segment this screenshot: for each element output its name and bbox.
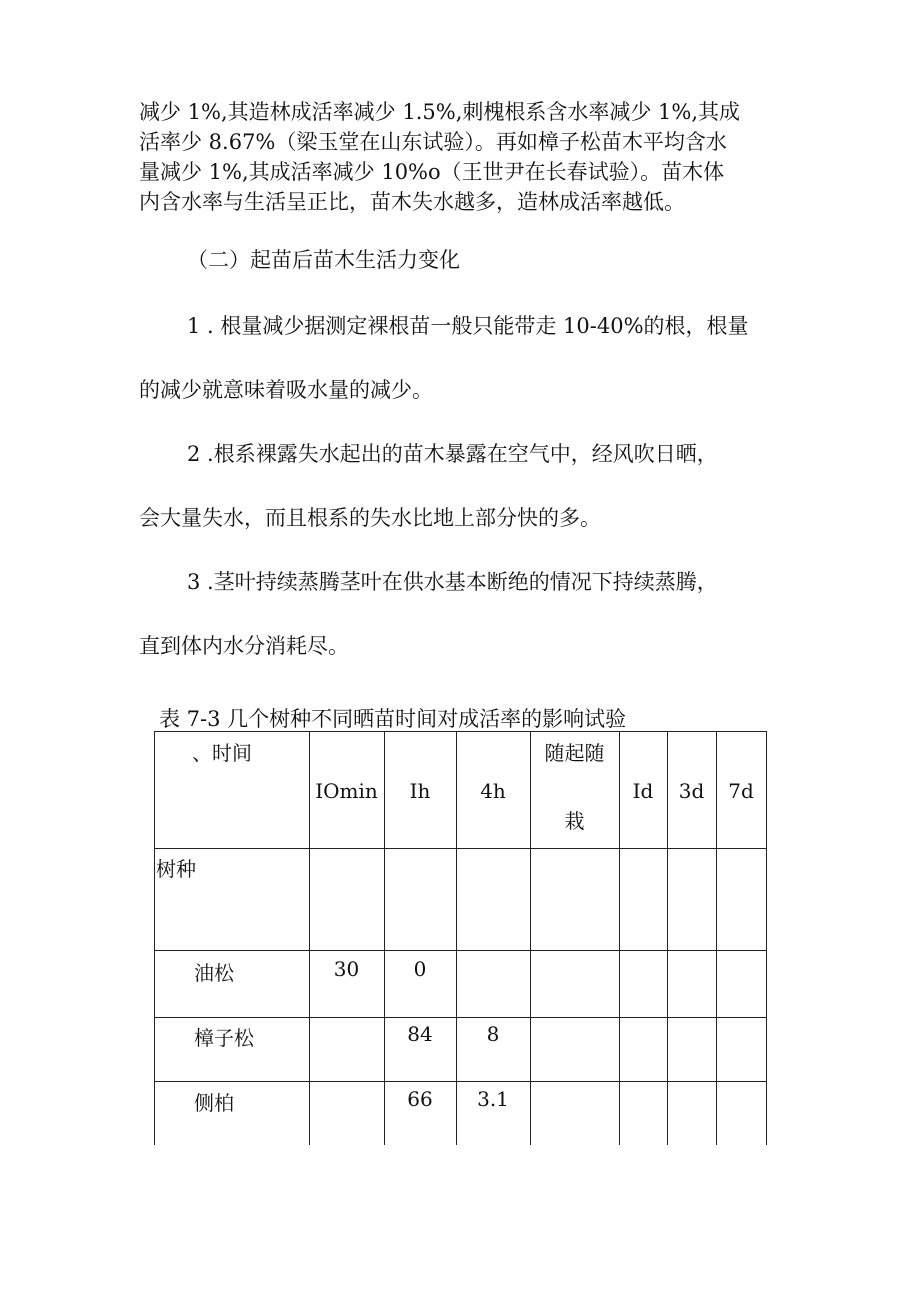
header-corner-time: 、时间 xyxy=(192,741,252,765)
paragraph-line: 减少 1%,其造林成活率减少 1.5%,刺槐根系含水率减少 1%,其成 xyxy=(139,100,741,124)
header-1d: Id xyxy=(632,779,654,803)
paragraph-line: 量减少 1%,其成活率减少 10%o（王世尹在长春试验）。苗木体 xyxy=(139,160,725,184)
header-4h: 4h xyxy=(480,779,506,803)
table-cell: 84 xyxy=(407,1022,433,1046)
table-rule xyxy=(530,731,531,1145)
table-row-species: 侧柏 xyxy=(194,1091,234,1115)
table-row-species: 樟子松 xyxy=(194,1026,254,1050)
header-3d: 3d xyxy=(678,779,705,803)
table-cell: 0 xyxy=(413,957,427,981)
header-plant-immediately-top: 随起随 xyxy=(544,741,605,765)
table-rule xyxy=(154,731,767,732)
paragraph-line: 活率少 8.67%（梁玉堂在山东试验）。再如樟子松苗木平均含水 xyxy=(139,130,727,154)
header-plant-immediately-bottom: 栽 xyxy=(564,809,585,833)
list-item-1-line2: 的减少就意味着吸水量的减少。 xyxy=(139,378,433,402)
table-rule xyxy=(154,848,767,849)
table-cell: 30 xyxy=(333,957,360,981)
table-rule xyxy=(766,731,767,1145)
header-corner-species: 树种 xyxy=(156,857,196,881)
header-7d: 7d xyxy=(728,779,754,803)
table-rule xyxy=(154,1017,767,1018)
header-1h: Ih xyxy=(409,779,431,803)
table-cell: 3.1 xyxy=(477,1087,509,1111)
list-item-1-line1: 1 . 根量减少据测定裸根苗一般只能带走 10-40%的根，根量 xyxy=(187,314,749,338)
table-cell: 8 xyxy=(486,1022,500,1046)
table-rule xyxy=(154,731,155,1145)
table-row-species: 油松 xyxy=(194,961,234,985)
list-item-3-line2: 直到体内水分消耗尽。 xyxy=(139,634,349,658)
table-cell: 66 xyxy=(407,1087,433,1111)
table-rule xyxy=(154,950,767,951)
list-item-3-line1: 3 .茎叶持续蒸腾茎叶在供水基本断绝的情况下持续蒸腾， xyxy=(187,570,718,594)
list-item-2-line2: 会大量失水，而且根系的失水比地上部分快的多。 xyxy=(139,506,601,530)
paragraph-line: 内含水率与生活呈正比，苗木失水越多，造林成活率越低。 xyxy=(139,190,685,214)
table-rule xyxy=(154,1081,767,1082)
section-heading: （二）起苗后苗木生活力变化 xyxy=(187,248,460,272)
list-item-2-line1: 2 .根系裸露失水起出的苗木暴露在空气中，经风吹日晒， xyxy=(187,442,718,466)
header-10min: IOmin xyxy=(315,779,378,803)
table-caption: 表 7-3 几个树种不同晒苗时间对成活率的影响试验 xyxy=(159,707,627,731)
